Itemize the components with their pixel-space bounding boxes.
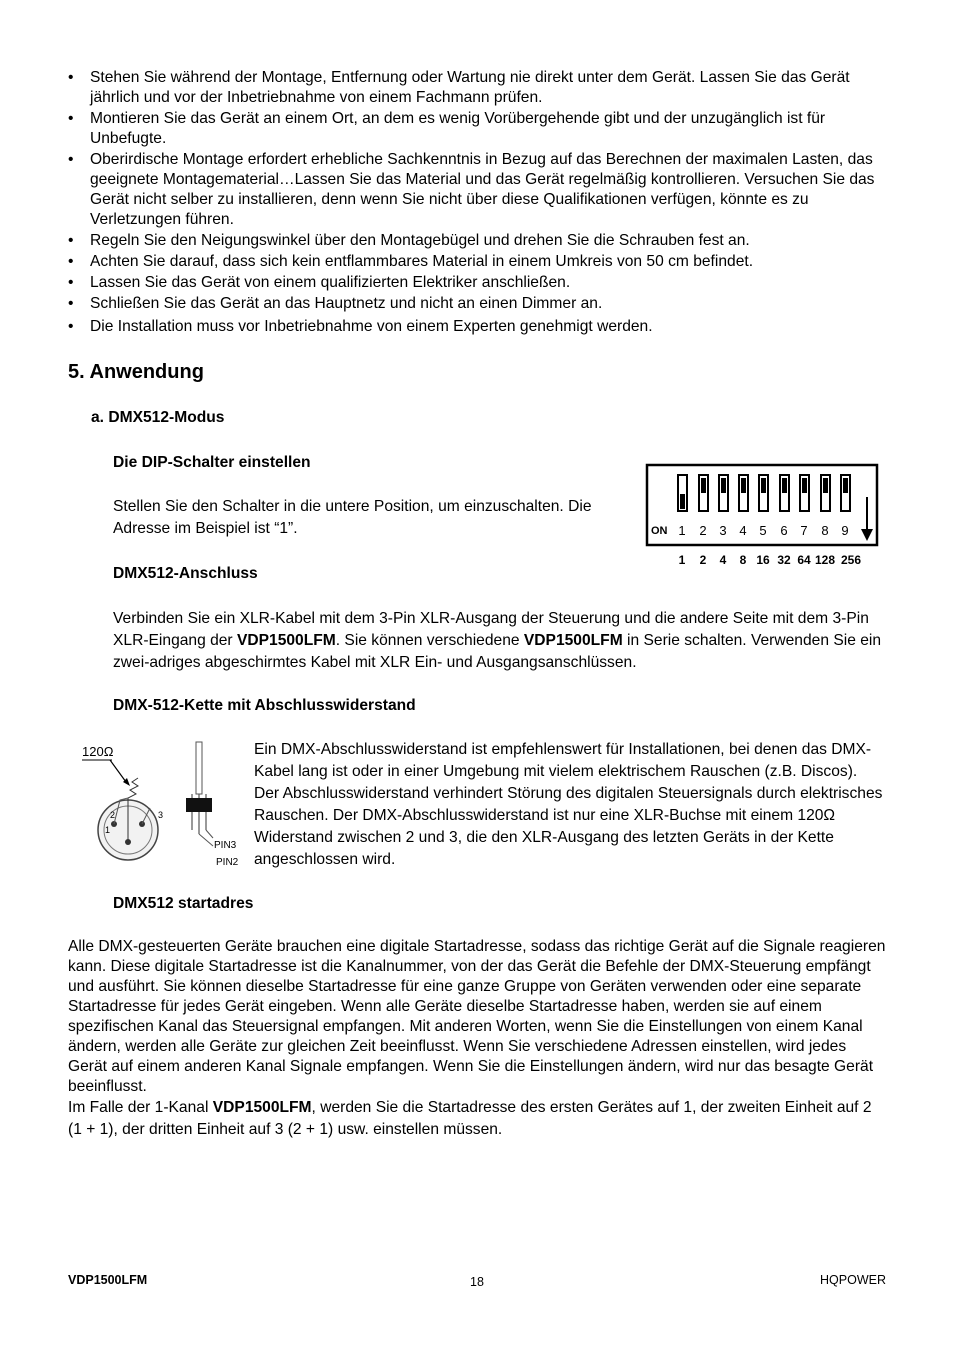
dip-address-value: 128 xyxy=(814,553,836,567)
resistor-label: 120Ω xyxy=(82,744,114,759)
dip-switch-knob xyxy=(701,478,706,493)
dip-switch-knob xyxy=(802,478,807,493)
dip-address-value: 64 xyxy=(797,553,811,567)
startaddress-text: Alle DMX-gesteuerten Geräte brauchen eine digitale Startadresse, sodass das richtige Gerät auf die Signale reagieren kann. Diese digitale Startadresse ist die Kanalnummer, von der das Gerät die Befehle der DMX-Steuerung empfängt und ausführt. Sie können dieselbe Startadresse für eine ganze Gruppe von Geräten verwenden oder eine separate Startadresse für jedes Gerät eingeben. Wenn alle Geräte dieselbe Startadresse haben, werden sie auf einem spezifischen Kanal das Steuersignal empfangen. Mit anderen Worten, wenn Sie die Einstellungen von einem Kanal ändern, werden alle Geräte zur gleichen Zeit beeinflusst. Wenn Sie verschiedene Adressen einstellen, wird jedes Gerät auf einem anderen Kanal Signale empfangen. Wenn Sie die Einstellungen ändern, wird nur das besagte Gerät beeinflusst. xyxy=(68,938,886,1095)
model-name: VDP1500LFM xyxy=(212,1099,312,1116)
dip-switch-knob xyxy=(823,478,828,493)
dip-switch-number: 1 xyxy=(678,523,686,538)
model-name: VDP1500LFM xyxy=(523,632,623,649)
xlr-connector-icon xyxy=(98,778,163,860)
dip-switch-number: 6 xyxy=(780,523,788,538)
page-number: 18 xyxy=(470,1275,484,1289)
bullet-item: • Montieren Sie das Gerät an einem Ort, an dem es wenig Vorübergehende gibt und der unzugänglich ist für Unbefugte. xyxy=(68,110,826,147)
resistor-side-view-icon xyxy=(186,742,213,846)
dip-switch-number: 9 xyxy=(841,523,849,538)
bullet-item: • Die Installation muss vor Inbetriebnahme von einem Experten genehmigt werden. xyxy=(68,318,653,335)
bullet-item: • Achten Sie darauf, dass sich kein entflammbares Material in einem Umkreis von 50 cm befindet. xyxy=(68,253,754,270)
pin3-label: PIN3 xyxy=(214,840,237,851)
dip-address-value: 4 xyxy=(719,553,727,567)
dip-switch-knob xyxy=(741,478,746,493)
bullet-icon: • xyxy=(68,110,74,127)
dip-switch-number: 3 xyxy=(719,523,727,538)
dip-address-value: 2 xyxy=(699,553,707,567)
bullet-item: • Oberirdische Montage erfordert erhebliche Sachkenntnis in Bezug auf das Berechnen der maximalen Lasten, das geeignete Montagematerial…Lassen Sie das Material und das Gerät regelmäßig kontrollieren. Versuchen Sie das Gerät nicht selber zu installieren, denn wenn Sie nicht über diese Qualifikationen verfügen, könnte es zu Verletzungen führen. xyxy=(68,151,875,228)
dip-switch-knob xyxy=(721,478,726,493)
subsection-heading: a. DMX512-Modus xyxy=(91,409,225,426)
dip-switch-knob xyxy=(843,478,848,493)
dip-switch-number: 5 xyxy=(759,523,767,538)
model-name: VDP1500LFM xyxy=(236,632,336,649)
bullet-icon: • xyxy=(68,295,74,312)
bullet-item: • Schließen Sie das Gerät an das Hauptnetz und nicht an einen Dimmer an. xyxy=(68,295,603,312)
dip-switch-knob xyxy=(761,478,766,493)
dip-switch-number: 7 xyxy=(800,523,808,538)
dip-address-value: 256 xyxy=(840,553,862,567)
dip-on-label: ON xyxy=(651,525,668,537)
dip-switch-figure xyxy=(645,463,879,573)
dip-switch-number: 2 xyxy=(699,523,707,538)
termination-text: Ein DMX-Abschlusswiderstand ist empfehlenswert für Installationen, bei denen das DMX-Kabel lang ist oder in einer Umgebung mit vielem elektrischem Rauschen (z.B. Discos). Der Abschlusswiderstand verhindert Störung des digitalen Steuersignals durch elektrisches Rauschen. Der DMX-Abschlusswiderstand ist nur eine XLR-Buchse mit einem 120Ω Widerstand zwischen 2 und 3, die den XLR-Ausgang des letzten Geräts in der Kette angeschlossen wird. xyxy=(254,741,883,868)
dip-text: Stellen Sie den Schalter in die untere Position, um einzuschalten. Die Adresse im Beispiel ist “1”. xyxy=(113,498,592,537)
dip-switch-number: 4 xyxy=(739,523,747,538)
dip-address-value: 16 xyxy=(756,553,770,567)
dip-address-value: 8 xyxy=(739,553,747,567)
dip-address-value: 32 xyxy=(777,553,791,567)
bullet-icon: • xyxy=(68,253,74,270)
pin-label: 3 xyxy=(158,810,164,820)
bullet-icon: • xyxy=(68,151,74,168)
pin-label: 2 xyxy=(110,810,116,820)
startaddress-heading: DMX512 startadres xyxy=(113,895,254,912)
termination-resistor-figure xyxy=(70,738,250,868)
connection-heading: DMX512-Anschluss xyxy=(113,565,258,582)
pin2-label: PIN2 xyxy=(216,857,239,868)
bullet-icon: • xyxy=(68,318,74,335)
dip-heading: Die DIP-Schalter einstellen xyxy=(113,454,311,471)
dip-switch-knob xyxy=(680,494,685,509)
bullet-item: • Lassen Sie das Gerät von einem qualifizierten Elektriker anschließen. xyxy=(68,274,571,291)
safety-bullet-list xyxy=(68,68,888,338)
bullet-icon: • xyxy=(68,232,74,249)
bullet-icon: • xyxy=(68,69,74,86)
dip-address-value: 1 xyxy=(678,553,686,567)
bullet-item: • Regeln Sie den Neigungswinkel über den Montagebügel und drehen Sie die Schrauben fest an. xyxy=(68,232,750,249)
footer-brand: HQPOWER xyxy=(820,1273,886,1287)
startaddress-example: Im Falle der 1-Kanal VDP1500LFM, werden Sie die Startadresse des ersten Gerätes auf 1, der zweiten Einheit auf 2 (1 + 1), der dritten Einheit auf 3 (2 + 1) usw. einstellen müssen. xyxy=(68,1099,872,1138)
pin-label: 1 xyxy=(105,825,111,835)
termination-heading: DMX-512-Kette mit Abschlusswiderstand xyxy=(113,697,416,714)
bullet-item: • Stehen Sie während der Montage, Entfernung oder Wartung nie direkt unter dem Gerät. Lassen Sie das Gerät jährlich und vor der Inbetriebnahme von einem Fachmann prüfen. xyxy=(68,69,850,106)
dip-switch-number: 8 xyxy=(821,523,829,538)
bullet-icon: • xyxy=(68,274,74,291)
footer-model: VDP1500LFM xyxy=(68,1273,148,1287)
section-heading: 5. Anwendung xyxy=(68,361,204,383)
connection-text: Verbinden Sie ein XLR-Kabel mit dem 3-Pin XLR-Ausgang der Steuerung und die andere Seite mit dem 3-Pin XLR-Eingang der VDP1500LFM. Sie können verschiedene VDP1500LFM in Serie schalten. Verwenden Sie ein zwei-adriges abgeschirmtes Kabel mit XLR Ein- und Ausgangsanschlüssen. xyxy=(113,610,882,671)
dip-switch-knob xyxy=(782,478,787,493)
